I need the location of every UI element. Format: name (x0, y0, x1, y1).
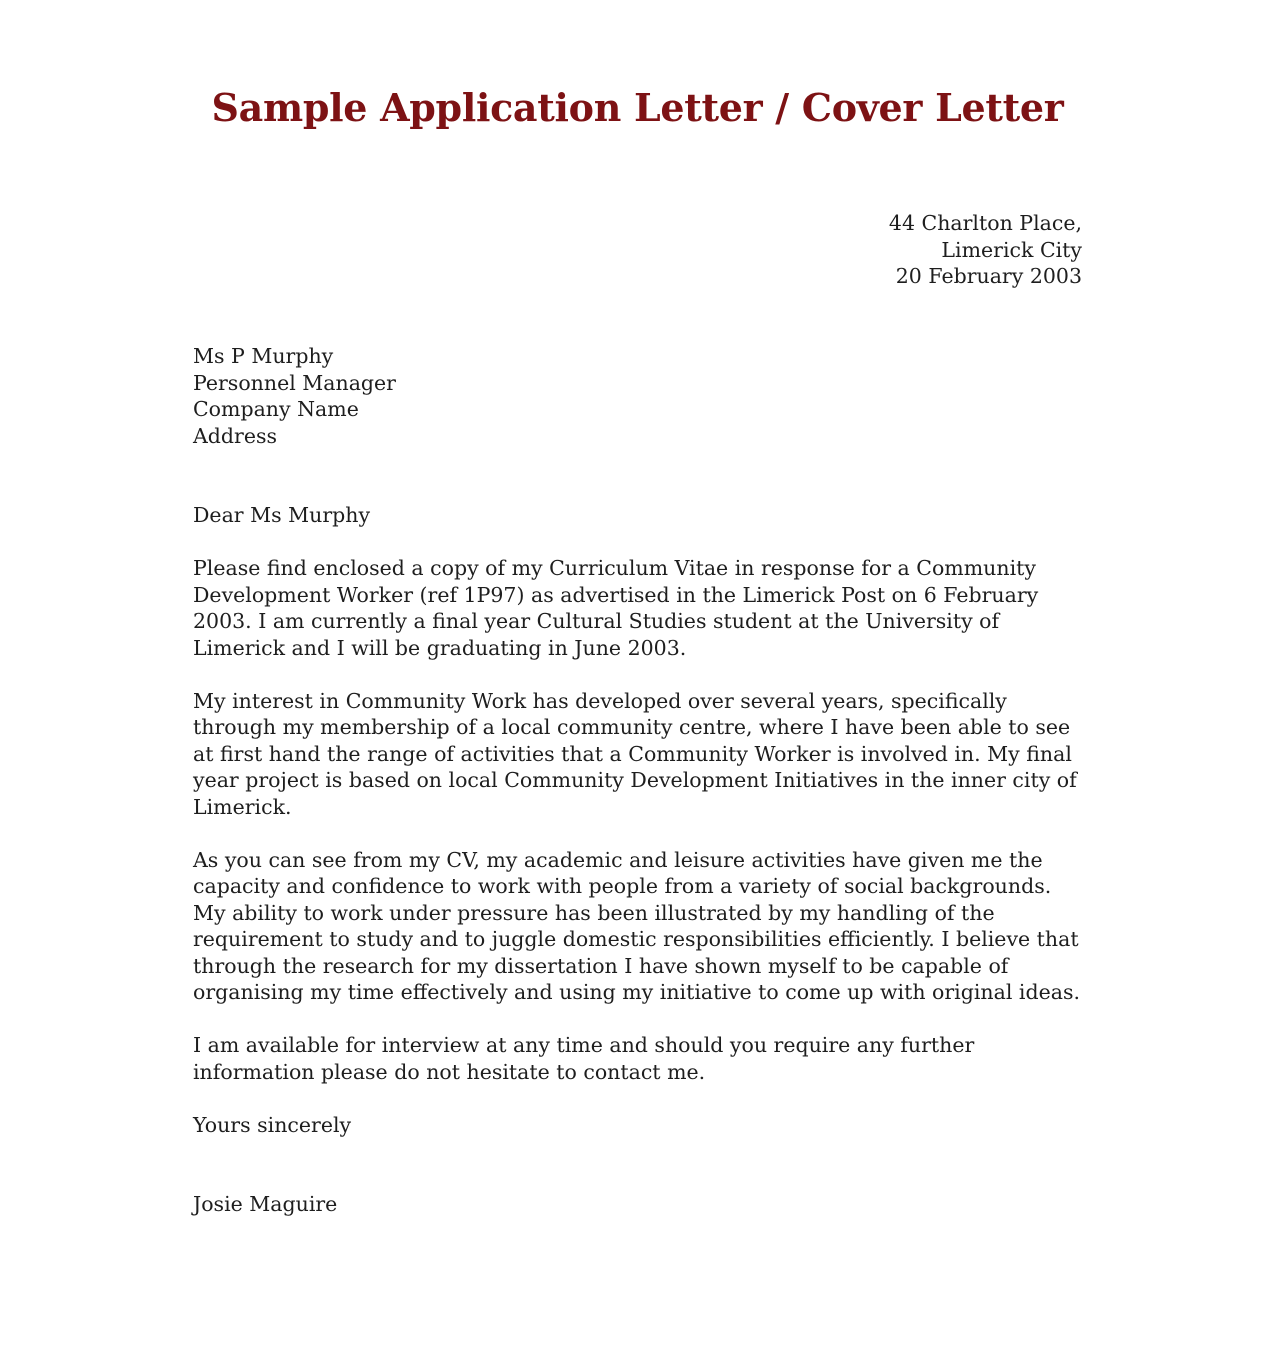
paragraph-availability (193, 1032, 1093, 1085)
paragraph-line: information please do not hesitate to contact me. (193, 1059, 706, 1084)
paragraph-line: My interest in Community Work has developed over several years, specifically (193, 688, 1007, 713)
letter-body (193, 502, 1093, 1218)
recipient-address: Address (193, 423, 278, 448)
paragraph-line: capacity and confidence to work with people from a variety of social backgrounds. (193, 874, 1052, 898)
paragraph-skills (193, 847, 1093, 1006)
letter-date: 20 February 2003 (895, 264, 1082, 288)
paragraph-line: at first hand the range of activities that a Community Worker is involved in. My final (193, 741, 1072, 766)
paragraph-interest (193, 688, 1093, 821)
recipient-name: Ms P Murphy (193, 344, 334, 368)
salutation: Dear Ms Murphy (193, 503, 371, 527)
paragraph-line: Please find enclosed a copy of my Curriculum Vitae in response for a Community (193, 556, 1036, 580)
paragraph-line: through my membership of a local community centre, where I have been able to see (193, 715, 1071, 739)
paragraph-line: requirement to study and to juggle domestic responsibilities efficiently. I believe that (193, 927, 1079, 951)
page-title: Sample Application Letter / Cover Letter (211, 85, 1064, 130)
recipient-title: Personnel Manager (193, 370, 396, 395)
sender-city: Limerick City (941, 237, 1082, 262)
paragraph-intro (193, 555, 1093, 661)
paragraph-line: 2003. I am currently a final year Cultural Studies student at the University of (193, 609, 1000, 633)
sender-street: 44 Charlton Place, (888, 211, 1082, 235)
paragraph-line: year project is based on local Community Development Initiatives in the inner city of (193, 768, 1077, 792)
paragraph-line: Limerick. (193, 794, 292, 819)
paragraph-line: As you can see from my CV, my academic and leisure activities have given me the (193, 847, 1043, 872)
paragraph-line: Development Worker (ref 1P97) as advertised in the Limerick Post on 6 February (193, 582, 1039, 607)
signature-name: Josie Maguire (193, 1192, 338, 1216)
recipient-address-block (193, 343, 396, 449)
sender-address-block (889, 210, 1082, 290)
paragraph-line: Limerick and I will be graduating in June 2003. (193, 635, 687, 660)
recipient-company: Company Name (193, 397, 359, 421)
paragraph-line: My ability to work under pressure has been illustrated by my handling of the (193, 900, 995, 925)
paragraph-line: I am available for interview at any time and should you require any further (193, 1033, 975, 1057)
paragraph-line: organising my time effectively and using my initiative to come up with original ideas. (193, 980, 1080, 1004)
closing: Yours sincerely (193, 1112, 352, 1137)
paragraph-line: through the research for my dissertation I have shown myself to be capable of (193, 953, 1009, 978)
